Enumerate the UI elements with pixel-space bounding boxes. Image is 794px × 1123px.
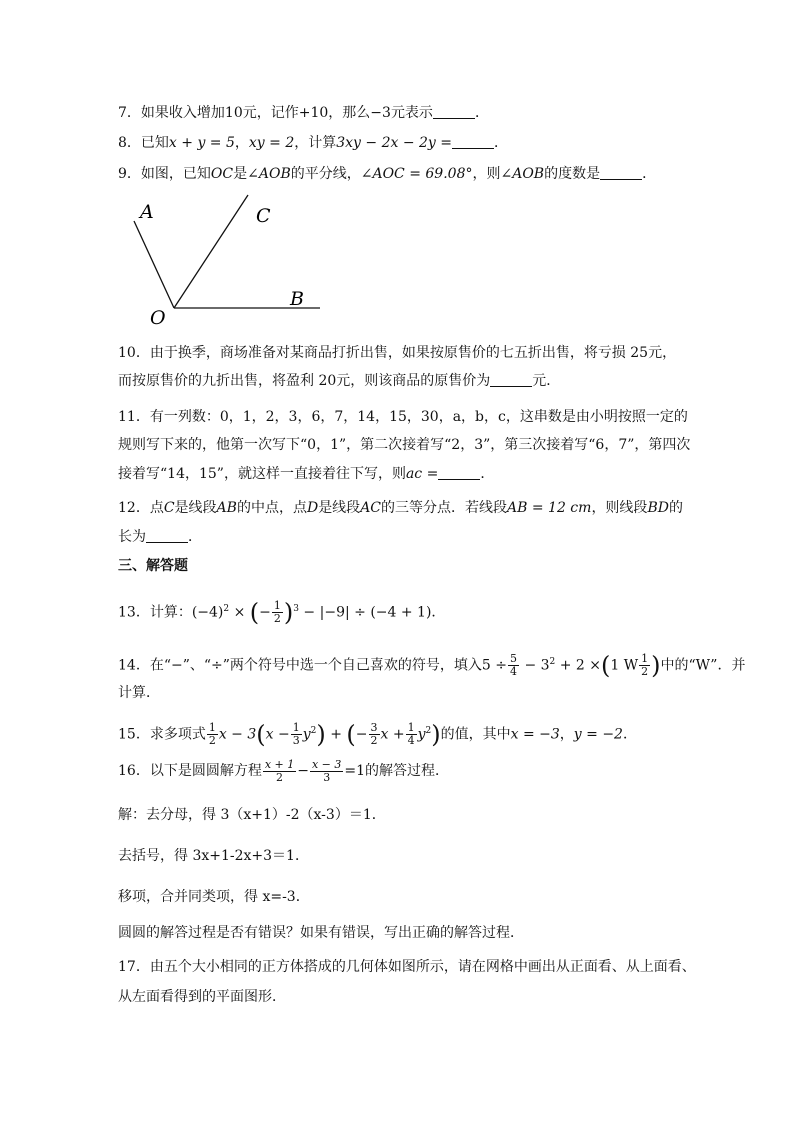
- answer-blank[interactable]: [600, 165, 642, 180]
- question-12: 12．点C是线段AB的中点，点D是线段AC的三等分点．若线段AB = 12 cm，则线段BD的: [118, 500, 683, 516]
- question-12-line2: 长为 ．: [118, 529, 202, 545]
- question-11-line3: 接着写“14，15”，就这样一直接着往下写，则ac = ．: [118, 466, 495, 482]
- answer-blank[interactable]: [490, 372, 532, 387]
- fraction: $\frac{x - 3}{3}$: [311, 757, 342, 784]
- solution-step-1: 解：去分母，得 3（x+1）-2（x-3）＝1．: [118, 807, 386, 823]
- angle-figure: [120, 188, 340, 333]
- fraction: $\frac{x + 1}{2}$: [264, 757, 295, 784]
- question-16: 16．以下是圆圆解方程 $\frac{x + 1}{2}$ − $\frac{x - 3}{3}$ =1的解答过程．: [118, 757, 450, 784]
- question-10: 10．由于换季，商场准备对某商品打折出售，如果按原售价的七五折出售，将亏损 25元，: [118, 345, 677, 361]
- label-o: O: [150, 307, 166, 329]
- answer-blank[interactable]: [433, 104, 475, 119]
- fraction: $\frac{1}{2}$: [641, 652, 649, 679]
- ray-oc: [174, 195, 248, 308]
- question-11-line2: 规则写下来的，他第一次写下“0，1”，第二次接着写“2，3”，第三次接着写“6，7”，第四次: [118, 437, 691, 453]
- question-10-line2: 而按原售价的九折出售，将盈利 20元，则该商品的原售价为 元．: [118, 373, 561, 389]
- question-9: 9．如图，已知OC是∠AOB的平分线，∠AOC = 69.08°，则∠AOB的度数是 ．: [118, 166, 657, 182]
- solution-step-2: 去括号，得 3x+1-2x+3＝1．: [118, 848, 309, 864]
- answer-blank[interactable]: [452, 134, 494, 149]
- label-a: A: [140, 201, 154, 223]
- solution-question: 圆圆的解答过程是否有错误？如果有错误，写出正确的解答过程．: [118, 925, 524, 941]
- question-15: 15．求多项式 $\frac{1}{2}$ x − 3(x − $\frac{1}{3}$ $y^2$) + (− $\frac{3}{2}$ x + $\frac{1}{4}$ $y^2$)的值，其中x = −3，y = −2．: [118, 720, 637, 749]
- fraction: $\frac{5}{4}$: [510, 652, 517, 679]
- fraction: $\frac{1}{2}$: [208, 721, 216, 748]
- fraction: $\frac{3}{2}$: [370, 721, 378, 748]
- section-heading: 三、解答题: [118, 558, 188, 574]
- fraction: $\frac{1}{4}$: [407, 721, 415, 748]
- question-17-line2: 从左面看得到的平面图形．: [118, 989, 286, 1005]
- label-b: B: [290, 288, 304, 310]
- question-8: 8．已知x + y = 5，xy = 2，计算3xy − 2x − 2y = ．: [118, 135, 509, 151]
- question-7: 7．如果收入增加10元，记作+10，那么−3元表示 ．: [118, 105, 489, 121]
- question-11: 11．有一列数：0，1，2，3，6，7，14，15，30，a，b，c，这串数是由小明按照一定的: [118, 409, 688, 425]
- question-13: 13．计算：$(-4)^2$ × (− $\frac{1}{2}$ )$^3$ − |−9| ÷ (−4 + 1)．: [118, 598, 446, 627]
- question-14: 14．在“−”、“÷”两个符号中选一个自己喜欢的符号，填入5 ÷ $\frac{5}{4}$ − $3^2 + 2 \times(1$ W $\frac{1}{2}$ )中的“W”．并: [118, 651, 746, 680]
- answer-blank[interactable]: [146, 528, 188, 543]
- label-c: C: [256, 205, 271, 227]
- question-17: 17．由五个大小相同的正方体搭成的几何体如图所示，请在网格中画出从正面看、从上面看、: [118, 959, 696, 975]
- question-14-line2: 计算．: [118, 685, 160, 701]
- fraction: $\frac{1}{3}$: [292, 721, 300, 748]
- ray-oa: [134, 221, 174, 308]
- solution-step-3: 移项，合并同类项，得 x=-3．: [118, 889, 310, 905]
- fraction: $\frac{1}{2}$: [273, 599, 281, 626]
- answer-blank[interactable]: [438, 465, 480, 480]
